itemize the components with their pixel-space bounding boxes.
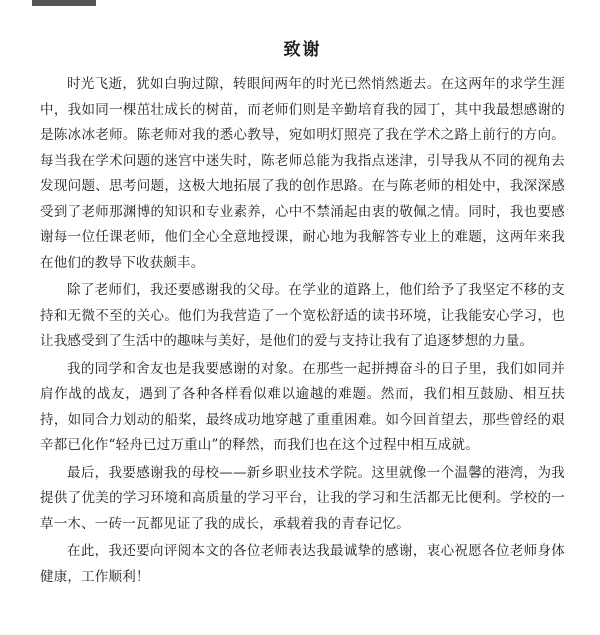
page-title: 致谢 (283, 40, 322, 60)
paragraph-school: 最后，我要感谢我的母校——新乡职业技术学院。这里就像一个温馨的港湾，为我提供了优美的学习环境和高质量的学习平台，让我的学习和生活都无比便利。学校的一草一木、一砖一瓦都见证了我的成长，承载着我的青春记忆。 (40, 464, 565, 532)
paragraph-teachers: 时光飞逝，犹如白驹过隙，转眼间两年的时光已然悄然逝去。在这两年的求学生涯中，我如同一棵茁壮成长的树苗，而老师们则是辛勤培育我的园丁，其中我最想感谢的是陈冰冰老师。陈老师对我的悉心教导，宛如明灯照亮了我在学术之路上前行的方向。每当我在学术问题的迷宫中迷失时，陈老师总能为我指点迷津，引导我从不同的视角去发现问题、思考问题，这极大地拓展了我的创作思路。在与陈老师的相处中，我深深感受到了老师那渊博的知识和专业素养，心中不禁涌起由衷的敬佩之情。同时，我也要感谢每一位任课老师，他们全心全意地授课，耐心地为我解答专业上的难题，这两年来我在他们的教导下收获颇丰。 (40, 76, 565, 271)
paragraph-classmates: 我的同学和舍友也是我要感谢的对象。在那些一起拼搏奋斗的日子里，我们如同并肩作战的战友，遇到了各种各样看似难以逾越的难题。然而，我们相互鼓励、相互扶持，如同合力划动的船桨，最终成功地穿越了重重困难。如今回首望去，那些曾经的艰辛都已化作“轻舟已过万重山”的释然，而我们也在这个过程中相互成就。 (40, 360, 565, 453)
acknowledgement-page (40, 38, 565, 592)
paragraph-parents: 除了老师们，我还要感谢我的父母。在学业的道路上，他们给予了我坚定不移的支持和无微不至的关心。他们为我营造了一个宽松舒适的读书环境，让我能安心学习，也让我感受到了生活中的趣味与美好，是他们的爱与支持让我有了追逐梦想的力量。 (40, 282, 565, 349)
paragraph-closing: 在此，我还要向评阅本文的各位老师表达我最诚挚的感谢，衷心祝愿各位老师身体健康，工作顺利！ (40, 543, 565, 585)
top-edge-rule (32, 0, 96, 6)
